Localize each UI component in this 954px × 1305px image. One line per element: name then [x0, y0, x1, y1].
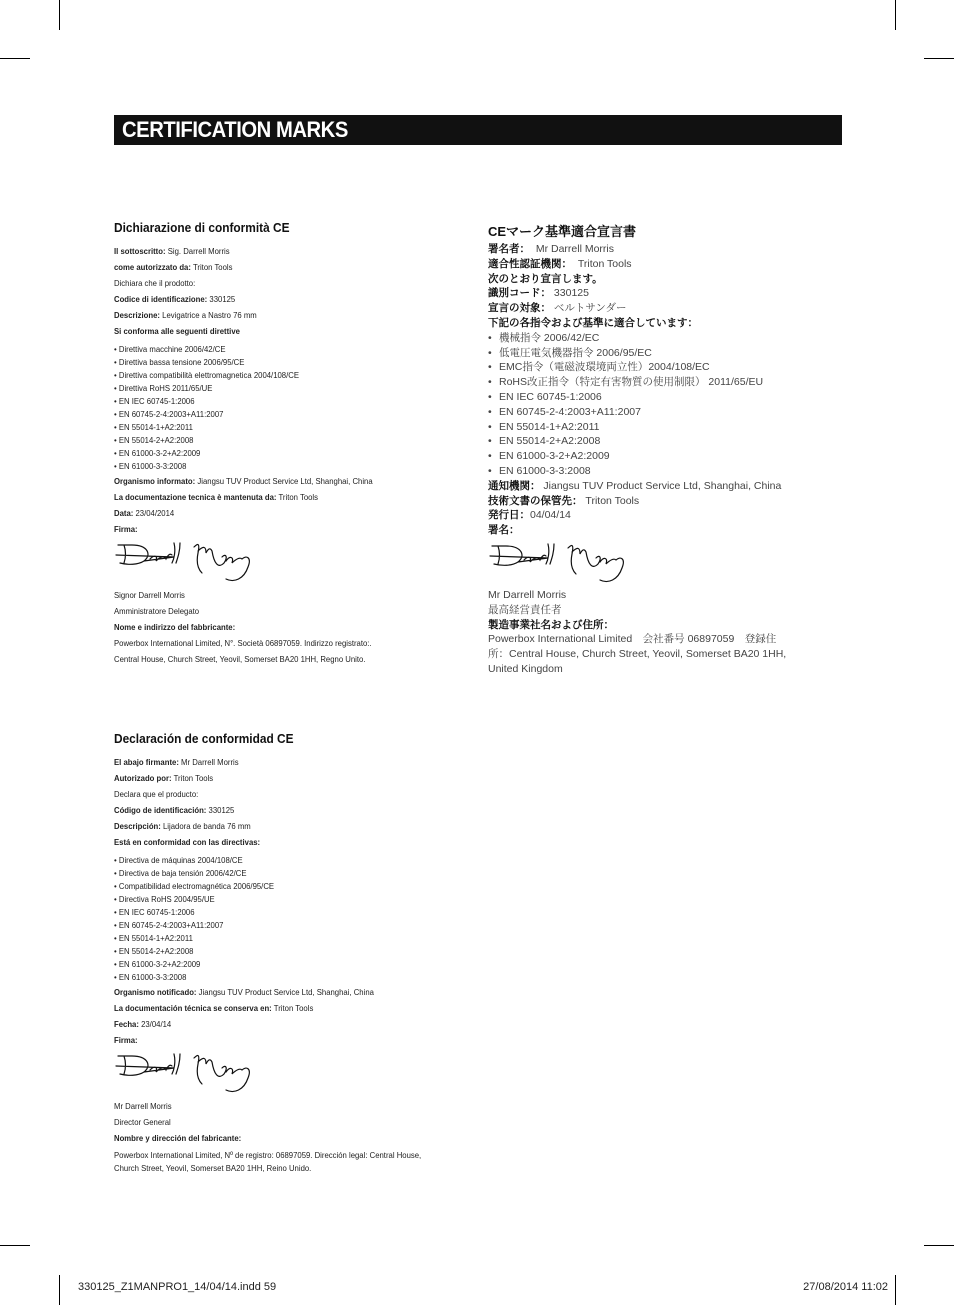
maker-address: Powerbox International Limited, N°. Società 06897059. Indirizzo registrato:. — [114, 638, 372, 648]
signatory-title: Director General — [114, 1117, 171, 1127]
crop-mark — [0, 58, 30, 59]
declares-line: 次のとおり宣言します。 — [488, 272, 603, 285]
directive-item: • Directiva de baja tensión 2006/42/CE — [114, 868, 247, 878]
directive-item: • EN 55014-2+A2:2008 — [114, 946, 194, 956]
declares-line: Declara que el producto: — [114, 789, 199, 799]
italian-declaration — [114, 221, 474, 667]
maker-address: Church Street, Yeovil, Somerset BA20 1HH, Reino Unido. — [114, 1163, 312, 1173]
signer-line: 署名者： Mr Darrell Morris — [488, 243, 615, 255]
undersigned-line: Il sottoscritto: Sig. Darrell Morris — [114, 246, 230, 256]
body-line: 適合性認証機関： Triton Tools — [488, 257, 632, 270]
directive-item: • EMC指令（電磁波環境両立性）2004/108/EC — [488, 361, 710, 374]
maker-address: Central House, Church Street, Yeovil, Somerset BA20 1HH, Regno Unito. — [114, 654, 366, 664]
directive-item: • RoHS改正指令（特定有害物質の使用制限） 2011/65/EU — [488, 376, 764, 389]
maker-label: Nombre y dirección del fabricante: — [114, 1133, 242, 1143]
maker-address: United Kingdom — [488, 662, 563, 675]
crop-mark — [924, 58, 954, 59]
directive-item: • EN 61000-3-2+A2:2009 — [114, 448, 201, 458]
description-line: Descrizione: Levigatrice a Nastro 76 mm — [114, 310, 257, 320]
code-line: Código de identificación: 330125 — [114, 805, 235, 815]
maker-address: Powerbox International Limited 会社番号 06897059 登録住 — [488, 633, 777, 646]
signature-image — [114, 539, 264, 587]
conforms-line: Está en conformidad con las directivas: — [114, 837, 261, 847]
japanese-declaration — [488, 221, 848, 677]
crop-mark — [895, 1275, 896, 1305]
notified-line: 通知機関： Jiangsu TUV Product Service Ltd, Shanghai, China — [488, 479, 782, 492]
directive-item: • EN IEC 60745-1:2006 — [114, 907, 195, 917]
directive-item: • EN IEC 60745-1:2006 — [488, 390, 602, 403]
crop-mark — [59, 1275, 60, 1305]
directive-item: • Directiva RoHS 2004/95/UE — [114, 894, 215, 904]
spanish-declaration — [114, 732, 494, 1175]
spanish-heading: Declaración de conformidad CE — [114, 732, 294, 746]
date-line: Fecha: 23/04/14 — [114, 1019, 172, 1029]
techdoc-line: 技術文書の保管先： Triton Tools — [488, 494, 640, 507]
directive-item: • EN 61000-3-3:2008 — [114, 972, 187, 982]
techdoc-line: La documentación técnica se conserva en: Triton Tools — [114, 1003, 314, 1013]
directive-item: • EN 61000-3-2+A2:2009 — [114, 959, 201, 969]
maker-label: Nome e indirizzo del fabbricante: — [114, 622, 236, 632]
signature-image — [488, 540, 638, 588]
authorised-line: come autorizzato da: Triton Tools — [114, 262, 233, 272]
maker-address: Powerbox International Limited, Nº de registro: 06897059. Dirección legal: Central House, — [114, 1150, 422, 1160]
code-line: 識別コード： 330125 — [488, 287, 589, 300]
undersigned-line: El abajo firmante: Mr Darrell Morris — [114, 757, 239, 767]
print-timestamp: 27/08/2014 11:02 — [803, 1281, 888, 1293]
sign-label: 署名： — [488, 524, 520, 537]
directive-item: • EN 61000-3-3:2008 — [488, 464, 591, 477]
code-line: Codice di identificazione: 330125 — [114, 294, 236, 304]
sign-label: Firma: — [114, 524, 138, 534]
signature-image — [114, 1050, 264, 1098]
directive-item: • 低電圧電気機器指令 2006/95/EC — [488, 346, 652, 359]
directive-item: • Directiva de máquinas 2004/108/CE — [114, 855, 243, 865]
sign-label: Firma: — [114, 1035, 138, 1045]
section-banner — [114, 115, 842, 145]
directive-item: • EN 55014-1+A2:2011 — [488, 420, 600, 433]
signatory-title: Amministratore Delegato — [114, 606, 200, 616]
signatory-name: Mr Darrell Morris — [488, 588, 567, 601]
directive-item: • EN IEC 60745-1:2006 — [114, 396, 195, 406]
maker-address: 所：Central House, Church Street, Yeovil, Somerset BA20 1HH, — [488, 648, 787, 661]
notified-line: Organismo informato: Jiangsu TUV Product Service Ltd, Shanghai, China — [114, 476, 373, 486]
directive-item: • Direttiva bassa tensione 2006/95/CE — [114, 357, 245, 367]
directive-item: • Direttiva compatibilità elettromagnetica 2004/108/CE — [114, 370, 299, 380]
page-title: CERTIFICATION MARKS — [122, 117, 348, 142]
crop-mark — [0, 1245, 30, 1246]
directive-item: • 機械指令 2006/42/EC — [488, 331, 600, 344]
file-slug: 330125_Z1MANPRO1_14/04/14.indd 59 — [78, 1281, 277, 1293]
crop-mark — [924, 1245, 954, 1246]
directive-item: • EN 61000-3-2+A2:2009 — [488, 450, 610, 463]
declares-line: Dichiara che il prodotto: — [114, 278, 196, 288]
conforms-line: 下記の各指令および基準に適合しています： — [488, 316, 698, 329]
directive-item: • EN 55014-2+A2:2008 — [488, 435, 601, 448]
conforms-line: Si conforma alle seguenti direttive — [114, 326, 240, 336]
italian-heading: Dichiarazione di conformità CE — [114, 221, 290, 235]
techdoc-line: La documentazione tecnica è mantenuta da: Triton Tools — [114, 492, 319, 502]
maker-label: 製造事業社名および住所： — [488, 618, 614, 631]
authorised-line: Autorizado por: Triton Tools — [114, 773, 214, 783]
directive-item: • EN 61000-3-3:2008 — [114, 461, 187, 471]
signatory-title: 最高経営責任者 — [488, 603, 562, 616]
directive-item: • Compatibilidad electromagnética 2006/95/CE — [114, 881, 275, 891]
date-line: Data: 23/04/2014 — [114, 508, 175, 518]
notified-line: Organismo notificado: Jiangsu TUV Product Service Ltd, Shanghai, China — [114, 987, 374, 997]
signatory-name: Signor Darrell Morris — [114, 590, 185, 600]
directive-item: • EN 60745-2-4:2003+A11:2007 — [488, 405, 641, 418]
directive-item: • EN 55014-1+A2:2011 — [114, 933, 193, 943]
directive-item: • EN 55014-1+A2:2011 — [114, 422, 193, 432]
directive-item: • Direttiva macchine 2006/42/CE — [114, 344, 226, 354]
directive-item: • EN 60745-2-4:2003+A11:2007 — [114, 920, 224, 930]
description-line: Descripción: Lijadora de banda 76 mm — [114, 821, 251, 831]
directive-item: • EN 55014-2+A2:2008 — [114, 435, 194, 445]
crop-mark — [895, 0, 896, 30]
directive-item: • Direttiva RoHS 2011/65/UE — [114, 383, 213, 393]
crop-mark — [59, 0, 60, 30]
directive-item: • EN 60745-2-4:2003+A11:2007 — [114, 409, 224, 419]
object-line: 宣言の対象： ベルトサンダー — [488, 302, 627, 315]
date-line: 発行日：04/04/14 — [488, 509, 571, 522]
signatory-name: Mr Darrell Morris — [114, 1101, 172, 1111]
japanese-heading: CEマーク基準適合宣言書 — [488, 224, 637, 239]
